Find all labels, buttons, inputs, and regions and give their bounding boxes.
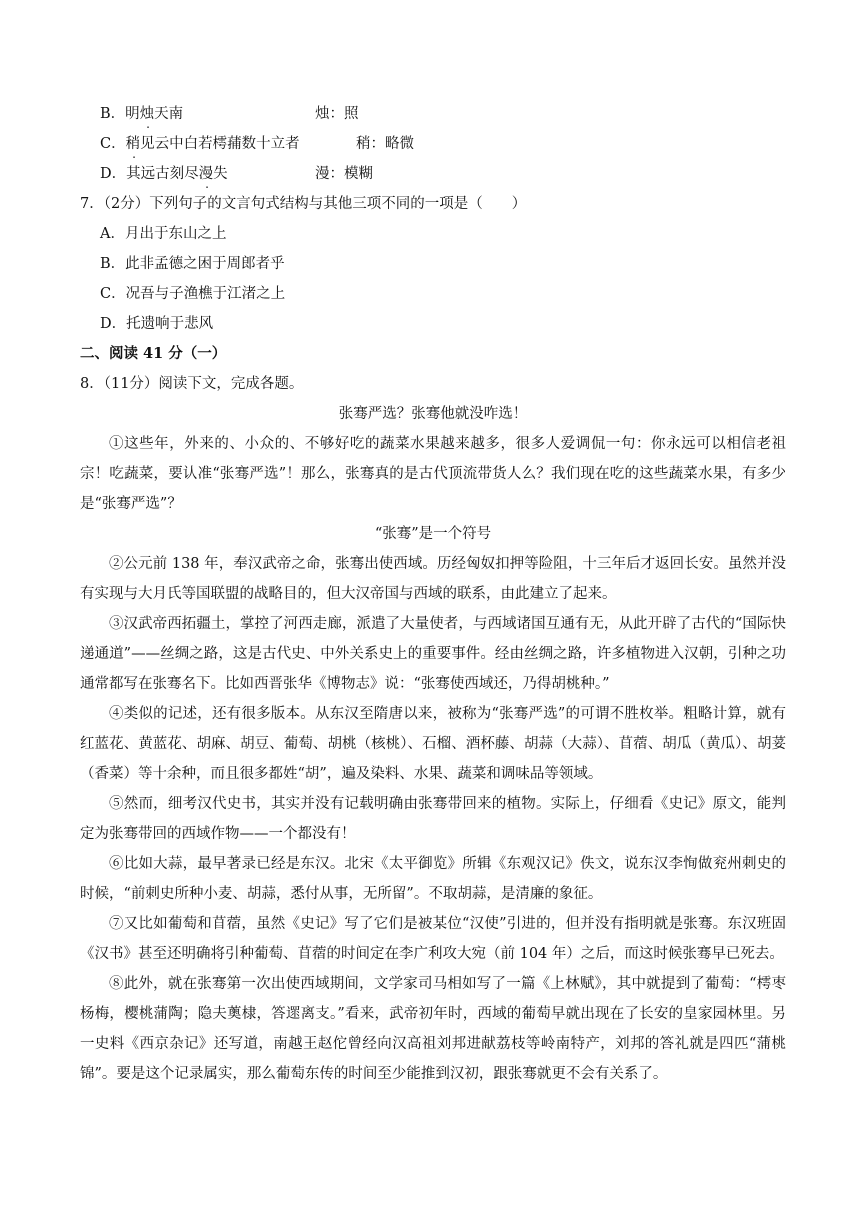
q7-option-c: C．况吾与子渔樵于江渚之上 <box>100 286 286 302</box>
article-paragraph-3: ③汉武帝西拓疆土，掌控了河西走廊，派遣了大量使者，与西域诸国互通有无，从此开辟了古代的“国际快递通道”——丝绸之路，这是古代史、中外关系史上的重要事件。经由丝绸之路，许多植物进入汉朝，引种之功通常都写在张骞名下。比如西晋张华《博物志》说：“张骞使西域还，乃得胡桃种。” <box>80 616 786 692</box>
option-gloss: 稍：略微 <box>356 136 414 152</box>
article-body <box>80 549 786 1089</box>
article-paragraph-2: ②公元前 138 年，奉汉武帝之命，张骞出使西域。历经匈奴扣押等险阻，十三年后才返回长安。虽然并没有实现与大月氏等国联盟的战略目的，但大汉帝国与西域的联系，由此建立了起来。 <box>80 556 786 602</box>
q7-option-a: A．月出于东山之上 <box>100 226 227 242</box>
q8-stem: 8．（11分）阅读下文，完成各题。 <box>80 376 304 392</box>
option-gloss: 烛：照 <box>315 106 359 122</box>
q7-option-d: D．托遗响于悲风 <box>100 316 214 332</box>
q6-option-c: C．稍见云中白若樗蒱数十立者 稍：略微 <box>100 136 414 152</box>
option-gloss: 漫：模糊 <box>315 166 373 182</box>
article-title: 张骞严选？张骞他就没咋选！ <box>338 406 528 422</box>
dotted-char: 漫 <box>198 166 214 182</box>
article-paragraph-1: ①这些年，外来的、小众的、不够好吃的蔬菜水果越来越多，很多人爱调侃一句：你永远可以相信老祖宗！吃蔬菜，要认准“张骞严选”！那么，张骞真的是古代顶流带货人么？我们现在吃的这些蔬菜水果，有多少是“张骞严选”？ <box>80 436 786 512</box>
q7-option-b: B．此非孟德之困于周郎者乎 <box>100 256 285 272</box>
option-letter: D． <box>100 166 127 182</box>
option-letter: C． <box>100 136 126 152</box>
section-heading: 二、阅读 41 分（一） <box>80 345 227 362</box>
q6-option-d: D．其远古刻尽漫失 漫：模糊 <box>100 166 373 182</box>
q6-option-b: B．明烛天南 烛：照 <box>100 106 359 122</box>
article-subtitle: “张骞”是一个符号 <box>374 526 492 542</box>
dotted-char: 稍 <box>125 136 141 152</box>
dotted-char: 烛 <box>139 106 155 122</box>
article-paragraph-4: ④类似的记述，还有很多版本。从东汉至隋唐以来，被称为“张骞严选”的可谓不胜枚举。粗略计算，就有红蓝花、黄蓝花、胡麻、胡豆、葡萄、胡桃（核桃）、石榴、酒杯藤、胡蒜（大蒜）、苜蓿、胡瓜（黄瓜）、胡荽（香菜）等十余种，而且很多都姓“胡”，遍及染料、水果、蔬菜和调味品等领域。 <box>80 706 786 782</box>
article-paragraph-5: ⑤然而，细考汉代史书，其实并没有记载明确由张骞带回来的植物。实际上，仔细看《史记》原文，能判定为张骞带回的西域作物——一个都没有！ <box>80 796 786 842</box>
article-paragraph-7: ⑦又比如葡萄和苜蓿，虽然《史记》写了它们是被某位“汉使”引进的，但并没有指明就是张骞。东汉班固《汉书》甚至还明确将引种葡萄、苜蓿的时间定在李广利攻大宛（前 104 年）之后，而这时候张骞早已死去。 <box>80 916 786 962</box>
q7-stem: 7．（2分）下列句子的文言句式结构与其他三项不同的一项是（ ） <box>80 196 527 212</box>
option-letter: B． <box>100 106 126 122</box>
article-paragraph-8: ⑧此外，就在张骞第一次出使西域期间，文学家司马相如写了一篇《上林赋》，其中就提到了葡萄：“樗枣杨梅，樱桃蒲陶；隐夫薁棣，答遝离支。”看来，武帝初年时，西域的葡萄早就出现在了长安的皇家园林里。另一史料《西京杂记》还写道，南越王赵佗曾经向汉高祖刘邦进献荔枝等岭南特产，刘邦的答礼就是四匹“蒲桃锦”。要是这个记录属实，那么葡萄东传的时间至少能推到汉初，跟张骞就更不会有关系了。 <box>80 976 786 1082</box>
article-paragraph-6: ⑥比如大蒜，最早著录已经是东汉。北宋《太平御览》所辑《东观汉记》佚文，说东汉李恂做兖州刺史的时候，“前刺史所种小麦、胡蒜，悉付从事，无所留”。不取胡蒜，是清廉的象征。 <box>80 856 786 902</box>
